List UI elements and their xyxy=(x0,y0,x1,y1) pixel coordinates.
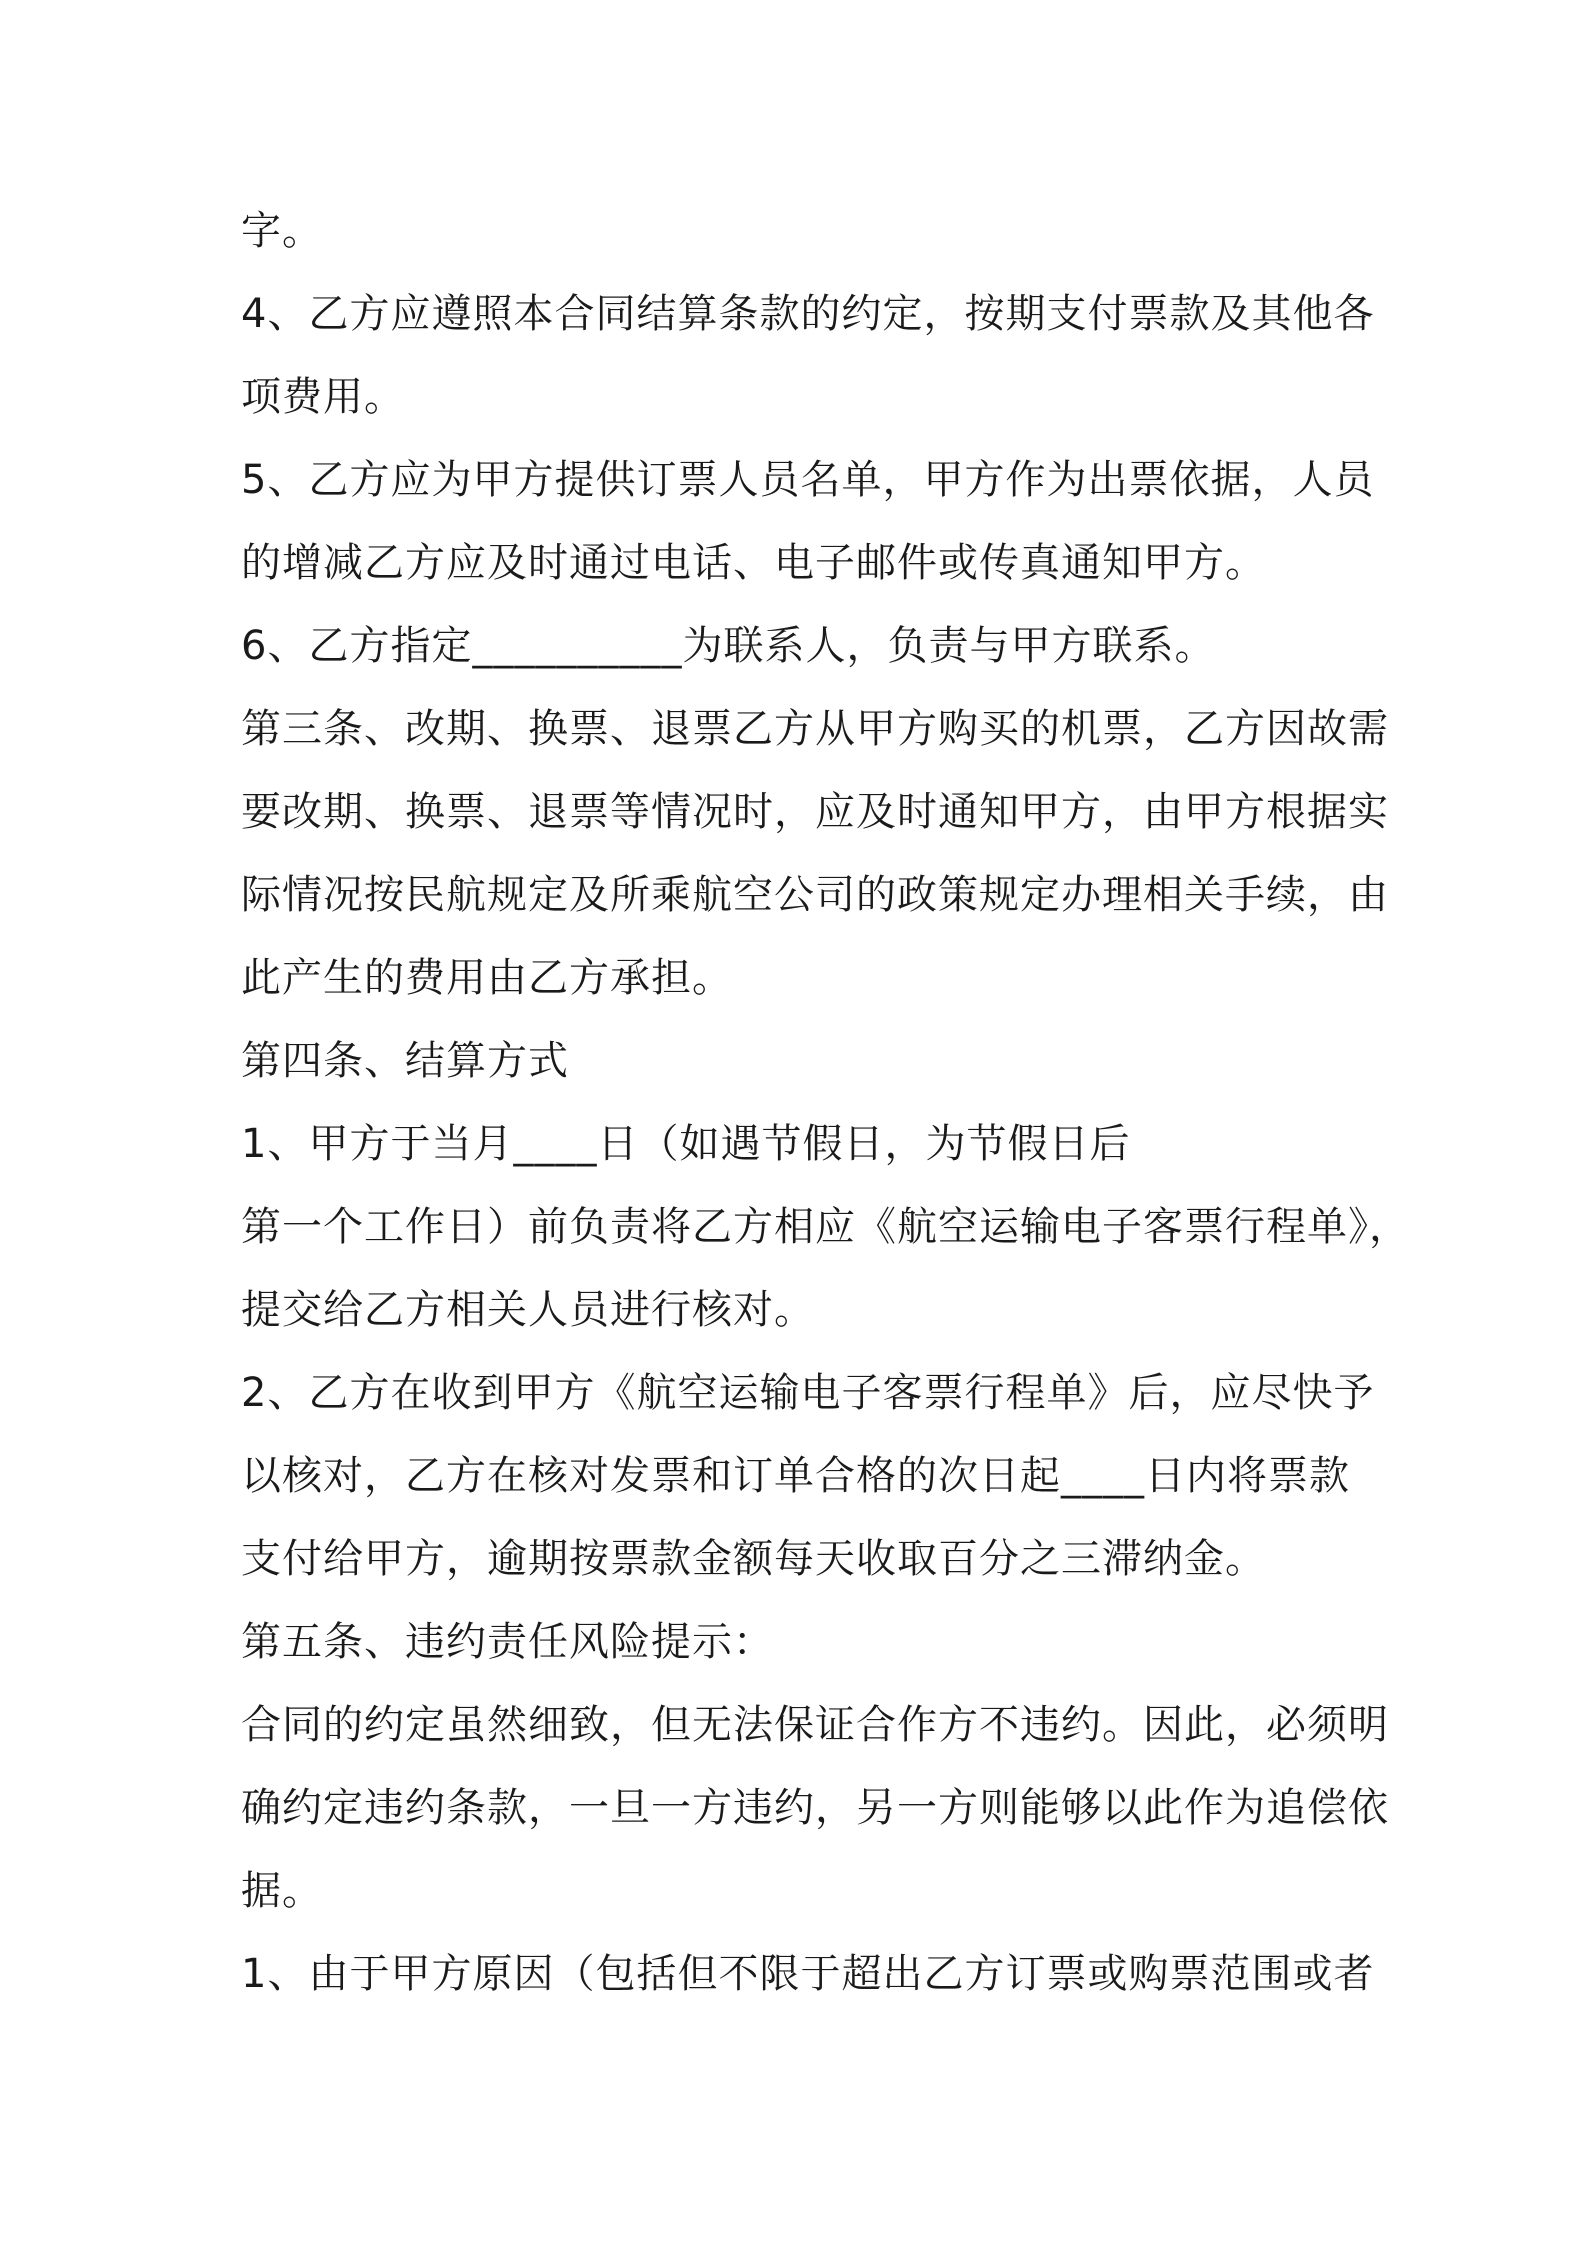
text-line: 要改期、换票、退票等情况时，应及时通知甲方，由甲方根据实 xyxy=(241,789,1389,835)
text-line: 字。 xyxy=(241,208,323,254)
text-line: 第一个工作日）前负责将乙方相应《航空运输电子客票行程单》， xyxy=(241,1204,1410,1250)
text-line: 支付给甲方，逾期按票款金额每天收取百分之三滞纳金。 xyxy=(241,1536,1266,1582)
text-line: 5、乙方应为甲方提供订票人员名单，甲方作为出票依据，人员 xyxy=(241,457,1375,503)
text-line: 以核对，乙方在核对发票和订单合格的次日起____日内将票款 xyxy=(241,1453,1350,1499)
section-heading: 第四条、结算方式 xyxy=(241,1038,569,1084)
text-line: 的增减乙方应及时通过电话、电子邮件或传真通知甲方。 xyxy=(241,540,1266,586)
text-line: 1、由于甲方原因（包括但不限于超出乙方订票或购票范围或者 xyxy=(241,1951,1375,1997)
text-line: 合同的约定虽然细致，但无法保证合作方不违约。因此，必须明 xyxy=(241,1702,1389,1748)
text-line: 项费用。 xyxy=(241,374,405,420)
text-line: 6、乙方指定__________为联系人，负责与甲方联系。 xyxy=(241,623,1216,669)
text-line: 际情况按民航规定及所乘航空公司的政策规定办理相关手续，由 xyxy=(241,872,1389,918)
text-line: 据。 xyxy=(241,1868,323,1914)
text-line: 4、乙方应遵照本合同结算条款的约定，按期支付票款及其他各 xyxy=(241,291,1375,337)
text-line: 提交给乙方相关人员进行核对。 xyxy=(241,1287,815,1333)
text-line: 确约定违约条款，一旦一方违约，另一方则能够以此作为追偿依 xyxy=(241,1785,1389,1831)
text-line: 2、乙方在收到甲方《航空运输电子客票行程单》后，应尽快予 xyxy=(241,1370,1375,1416)
text-line: 此产生的费用由乙方承担。 xyxy=(241,955,733,1001)
document-body xyxy=(241,190,1410,2016)
text-line: 1、甲方于当月____日（如遇节假日，为节假日后 xyxy=(241,1121,1131,1167)
section-heading: 第三条、改期、换票、退票乙方从甲方购买的机票，乙方因故需 xyxy=(241,706,1389,752)
section-heading: 第五条、违约责任风险提示： xyxy=(241,1619,774,1665)
